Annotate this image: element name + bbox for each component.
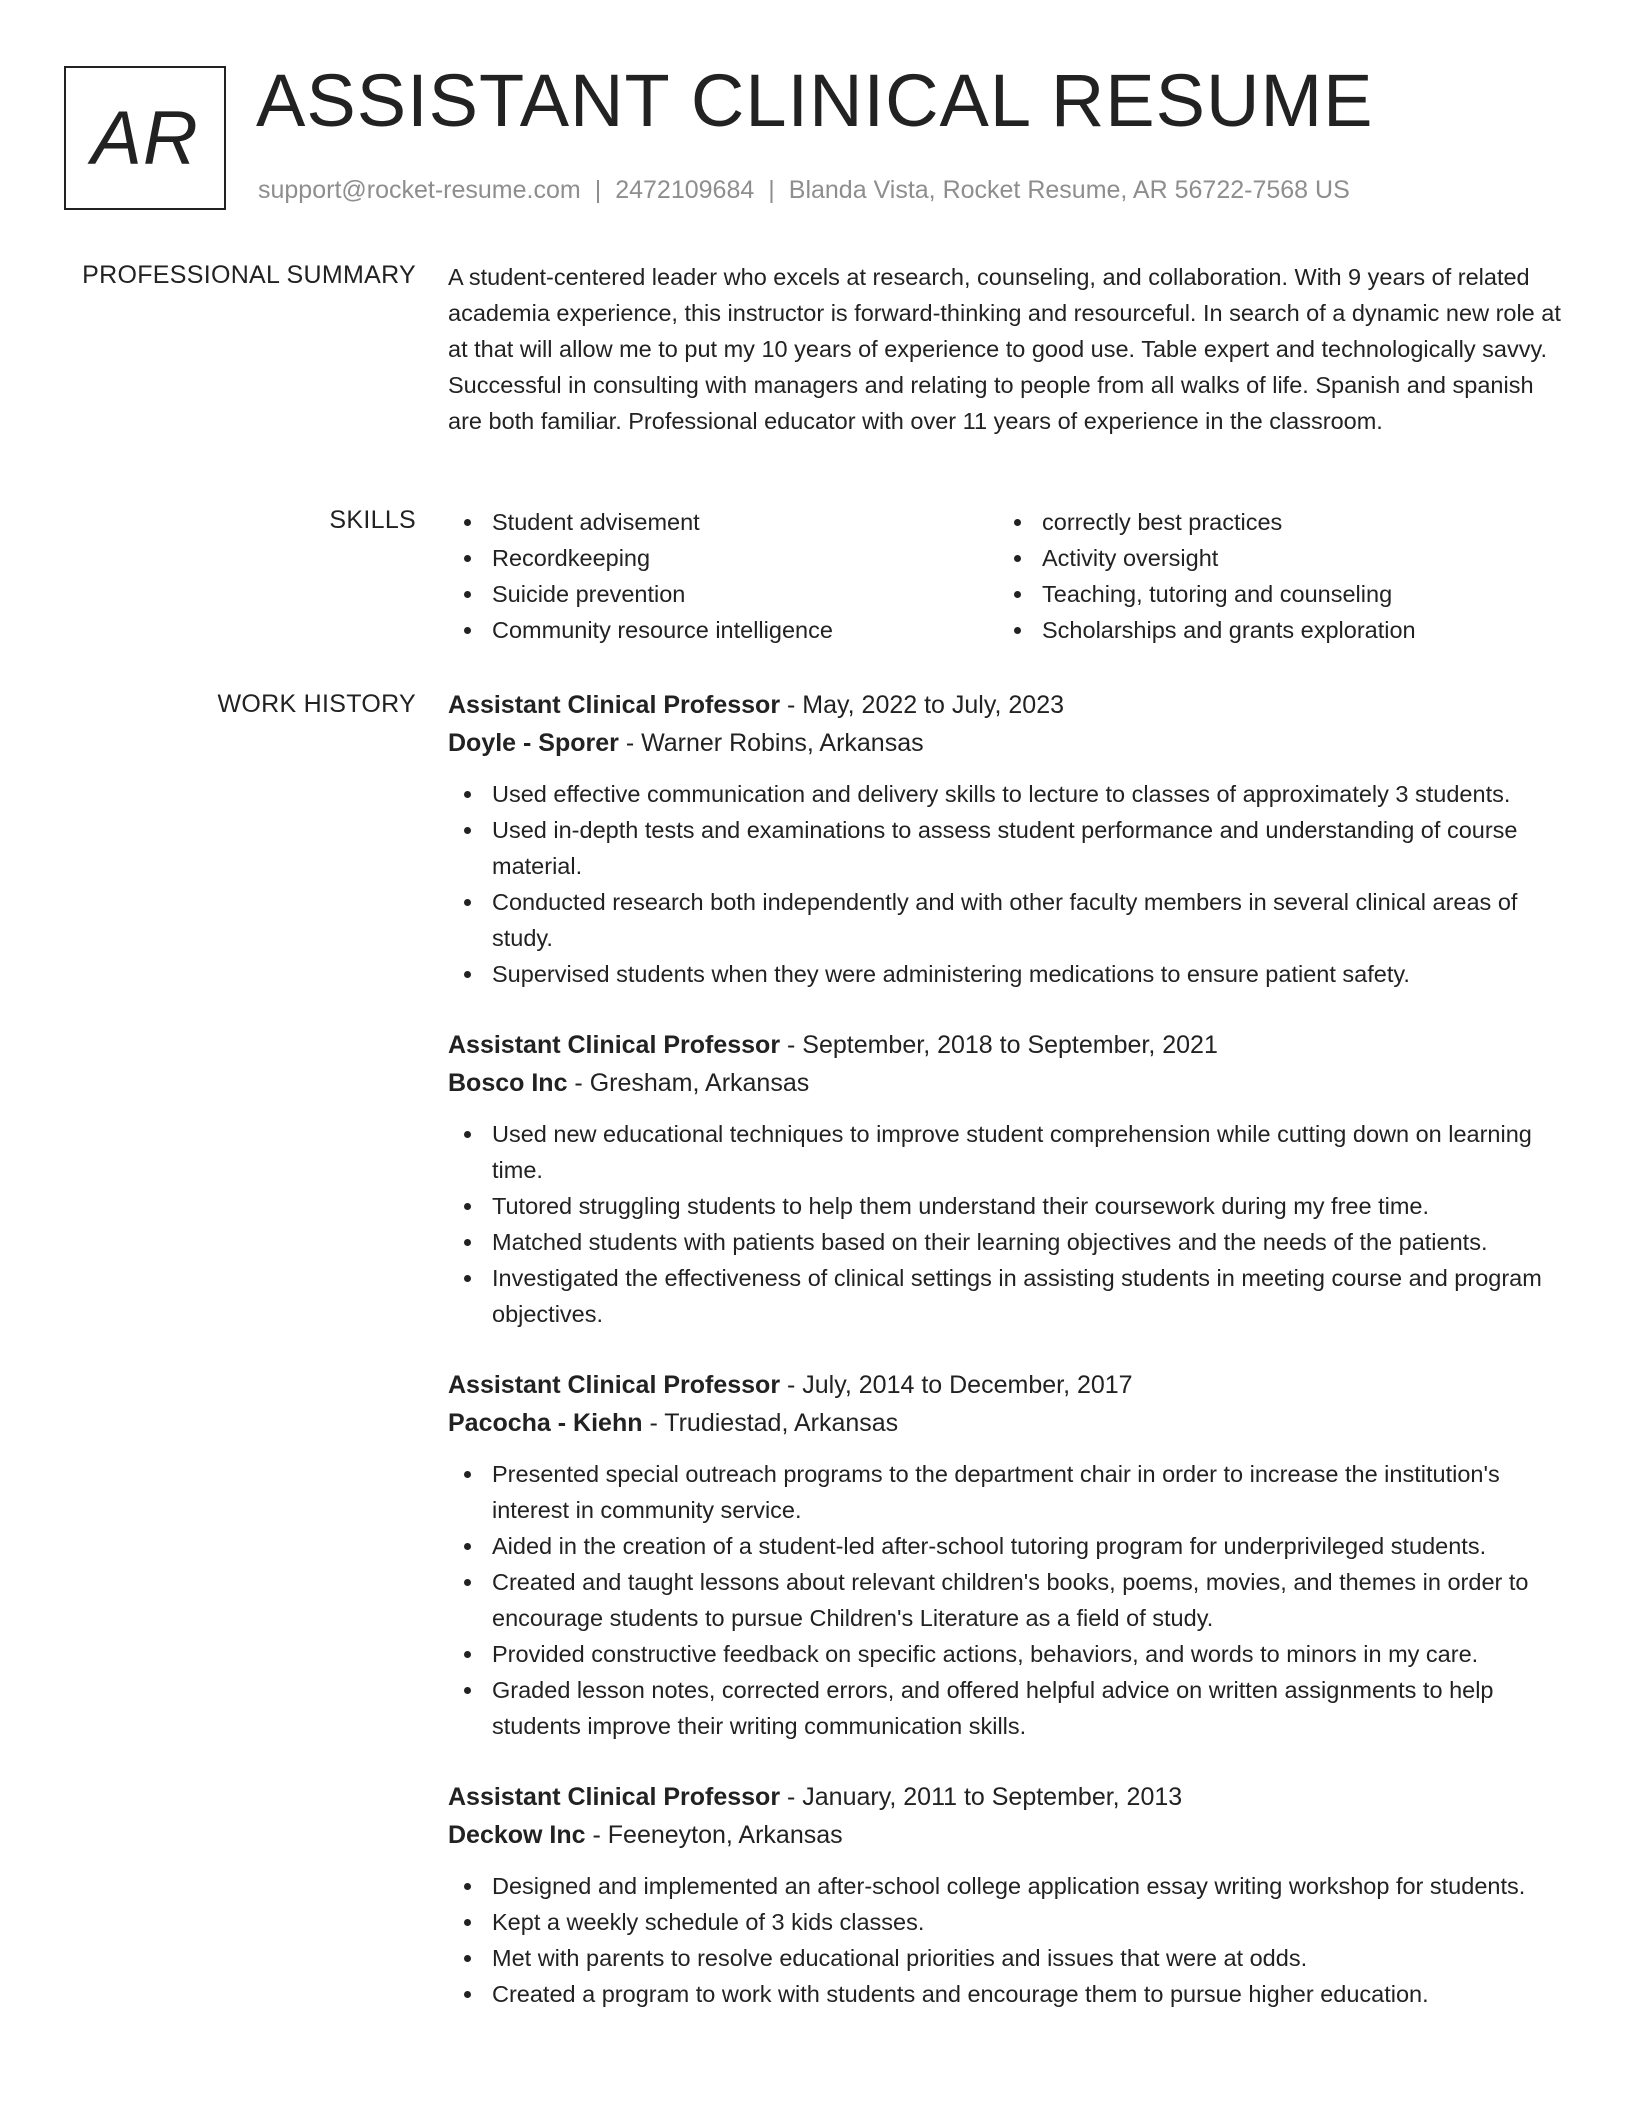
work-history-body: [448, 686, 1568, 2046]
job-company: Bosco Inc: [448, 1069, 568, 1097]
job-bullet: Graded lesson notes, corrected errors, and offered helpful advice on written assignments to help students improve their writing communication skills.: [448, 1672, 1568, 1744]
skills-body: [448, 504, 1568, 648]
job-dates: - January, 2011 to September, 2013: [780, 1783, 1183, 1811]
job-title: Assistant Clinical Professor: [448, 1783, 781, 1811]
skill-item: Recordkeeping: [448, 540, 998, 576]
job-dates: - May, 2022 to July, 2023: [780, 691, 1065, 719]
job-bullet: Tutored struggling students to help them understand their coursework during my free time.: [448, 1188, 1568, 1224]
contact-line: [258, 176, 1350, 205]
contact-separator: |: [594, 176, 602, 204]
job-bullet: Created a program to work with students and encourage them to pursue higher education.: [448, 1976, 1568, 2012]
job-bullet: Used effective communication and delivery skills to lecture to classes of approximately 3 students.: [448, 776, 1568, 812]
job-bullet: Provided constructive feedback on specific actions, behaviors, and words to minors in my care.: [448, 1636, 1568, 1672]
work-history-label: WORK HISTORY: [217, 690, 416, 718]
job-title-line: [448, 1778, 1568, 1816]
job-company-line: [448, 1064, 1568, 1102]
job-dates: - July, 2014 to December, 2017: [780, 1371, 1133, 1399]
summary-text: A student-centered leader who excels at research, counseling, and collaboration. With 9 years of related academia experience, this instructor is forward-thinking and resourceful. In search of a dynamic new role at at that will allow me to put my 10 years of experience to good use. Table expert and technologically savvy. Successful in consulting with managers and relating to people from all walks of life. Spanish and spanish are both familiar. Professional educator with over 11 years of experience in the classroom.: [448, 264, 1561, 434]
job-company: Pacocha - Kiehn: [448, 1409, 643, 1437]
job-entry: [448, 1026, 1568, 1332]
monogram-logo: AR: [64, 66, 226, 210]
job-bullet: Created and taught lessons about relevant children's books, poems, movies, and themes in order to encourage students to pursue Children's Literature as a field of study.: [448, 1564, 1568, 1636]
skill-item: Student advisement: [448, 504, 998, 540]
resume-title: ASSISTANT CLINICAL RESUME: [256, 59, 1374, 142]
skill-item: Teaching, tutoring and counseling: [998, 576, 1548, 612]
job-location: - Feeneyton, Arkansas: [585, 1821, 843, 1849]
summary-label: PROFESSIONAL SUMMARY: [82, 261, 416, 289]
skill-item: correctly best practices: [998, 504, 1548, 540]
contact-phone: 2472109684: [615, 176, 755, 204]
job-entry: [448, 1778, 1568, 2012]
skills-label: SKILLS: [329, 506, 416, 534]
job-bullets: [448, 1116, 1568, 1332]
skill-item: Suicide prevention: [448, 576, 998, 612]
job-bullets: [448, 776, 1568, 992]
job-entry: [448, 686, 1568, 992]
job-company: Doyle - Sporer: [448, 729, 619, 757]
job-location: - Trudiestad, Arkansas: [642, 1409, 899, 1437]
job-entry: [448, 1366, 1568, 1744]
job-bullet: Met with parents to resolve educational priorities and issues that were at odds.: [448, 1940, 1568, 1976]
job-bullet: Kept a weekly schedule of 3 kids classes.: [448, 1904, 1568, 1940]
job-bullets: [448, 1868, 1568, 2012]
job-location: - Gresham, Arkansas: [567, 1069, 810, 1097]
skill-item: Community resource intelligence: [448, 612, 998, 648]
contact-address: Blanda Vista, Rocket Resume, AR 56722-7568 US: [788, 176, 1350, 204]
skills-list: [448, 504, 1568, 648]
job-bullet: Designed and implemented an after-school college application essay writing workshop for students.: [448, 1868, 1568, 1904]
skill-item: Activity oversight: [998, 540, 1548, 576]
job-bullet: Presented special outreach programs to the department chair in order to increase the institution's interest in community service.: [448, 1456, 1568, 1528]
job-title-line: [448, 686, 1568, 724]
job-bullet: Aided in the creation of a student-led after-school tutoring program for underprivileged students.: [448, 1528, 1568, 1564]
job-title: Assistant Clinical Professor: [448, 691, 781, 719]
job-bullet: Investigated the effectiveness of clinical settings in assisting students in meeting course and program objectives.: [448, 1260, 1568, 1332]
job-company: Deckow Inc: [448, 1821, 586, 1849]
skill-item: Scholarships and grants exploration: [998, 612, 1548, 648]
job-title-line: [448, 1366, 1568, 1404]
contact-email: support@rocket-resume.com: [258, 176, 581, 204]
job-location: - Warner Robins, Arkansas: [618, 729, 924, 757]
job-title: Assistant Clinical Professor: [448, 1371, 781, 1399]
job-bullet: Matched students with patients based on their learning objectives and the needs of the patients.: [448, 1224, 1568, 1260]
job-bullet: Conducted research both independently and with other faculty members in several clinical areas of study.: [448, 884, 1568, 956]
job-title-line: [448, 1026, 1568, 1064]
contact-separator: |: [768, 176, 775, 204]
job-company-line: [448, 1816, 1568, 1854]
job-title: Assistant Clinical Professor: [448, 1031, 781, 1059]
job-bullet: Used new educational techniques to improve student comprehension while cutting down on learning time.: [448, 1116, 1568, 1188]
job-company-line: [448, 1404, 1568, 1442]
job-bullet: Used in-depth tests and examinations to assess student performance and understanding of course material.: [448, 812, 1568, 884]
job-bullets: [448, 1456, 1568, 1744]
job-dates: - September, 2018 to September, 2021: [780, 1031, 1218, 1059]
job-bullet: Supervised students when they were administering medications to ensure patient safety.: [448, 956, 1568, 992]
job-company-line: [448, 724, 1568, 762]
